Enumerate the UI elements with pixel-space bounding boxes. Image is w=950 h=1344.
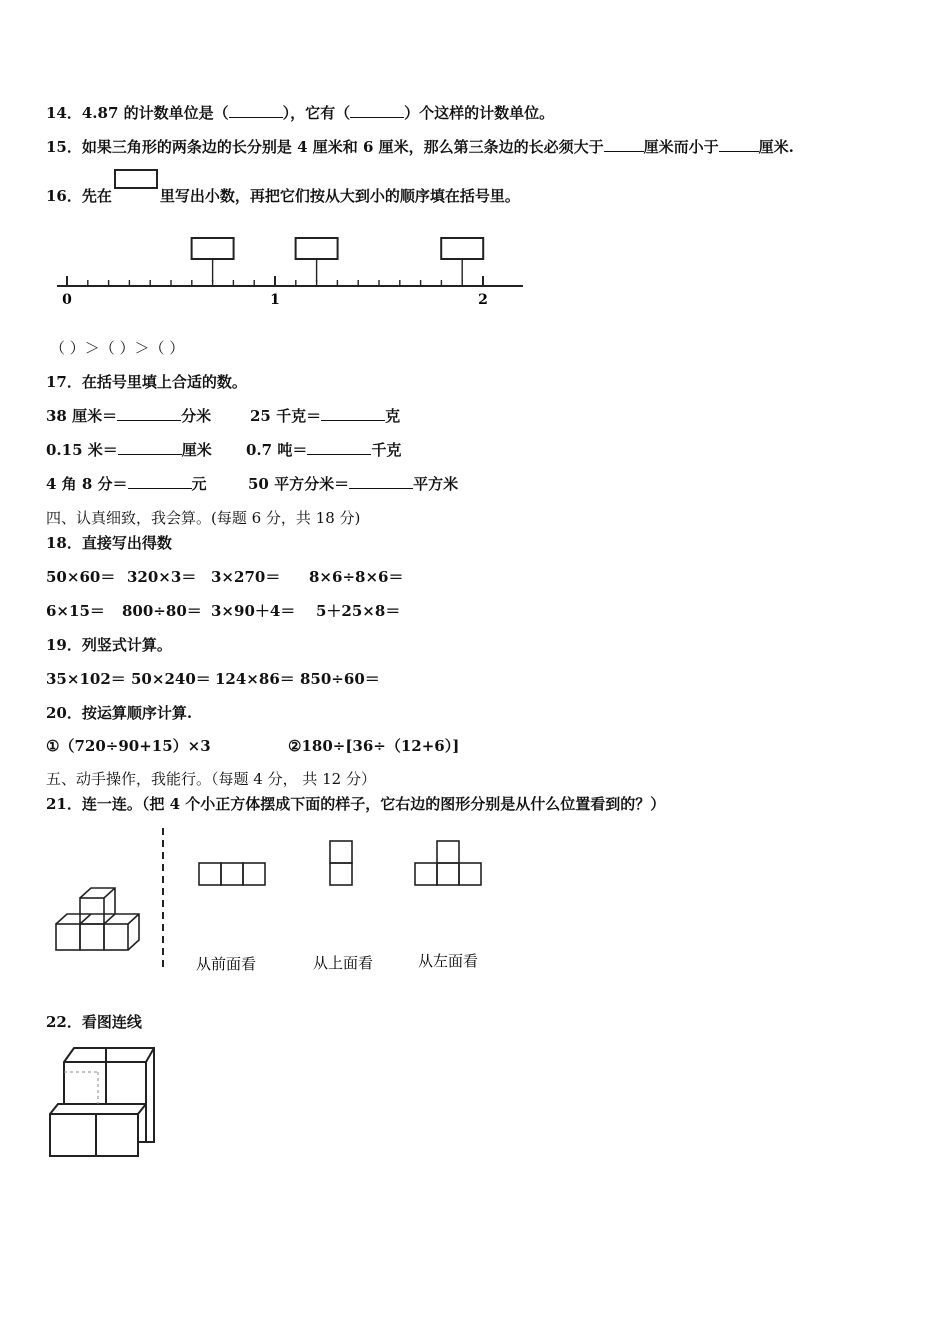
number-line-answer-box[interactable] xyxy=(296,238,338,259)
q18-item: 5＋25×8＝ xyxy=(316,602,401,620)
q20-item-2: ②180÷[36÷（12+6）] xyxy=(288,737,460,755)
cube-figure-icon xyxy=(50,1048,154,1156)
question-18 xyxy=(46,533,172,553)
number-line-label: 1 xyxy=(270,292,280,308)
q17-blank-1[interactable] xyxy=(117,406,181,421)
question-14 xyxy=(46,103,554,123)
left-view-icon xyxy=(415,841,481,885)
q14-blank-1[interactable] xyxy=(229,103,283,118)
q17-item-3: 0.15 米＝ 厘米 xyxy=(46,441,212,459)
q20-item-1: ①（720÷90+15）×3 xyxy=(46,737,211,755)
q18-item: 800÷80＝ xyxy=(122,602,202,620)
q18-item: 6×15＝ xyxy=(46,602,105,620)
q19-title: 列竖式计算。 xyxy=(81,636,172,654)
q18-item: 3×90＋4＝ xyxy=(211,602,296,620)
q17-number: 17． xyxy=(46,373,82,391)
q15-blank-1[interactable] xyxy=(604,137,644,152)
question-21 xyxy=(46,794,665,814)
q19-item: 850÷60＝ xyxy=(300,670,380,688)
q17-item-4: 0.7 吨＝ 千克 xyxy=(246,441,402,459)
q14-text-a: 4.87 的计数单位是（ xyxy=(81,104,229,122)
q20-title: 按运算顺序计算. xyxy=(81,704,193,722)
q21-view-label: 从前面看 xyxy=(195,955,257,973)
q19-item: 35×102＝ xyxy=(46,670,126,688)
q22-title: 看图连线 xyxy=(81,1013,142,1031)
q18-item: 320×3＝ xyxy=(127,568,197,586)
q17-blank-5[interactable] xyxy=(128,474,192,489)
q18-item: 8×6÷8×6＝ xyxy=(309,568,404,586)
front-view-icon xyxy=(199,863,265,885)
q15-blank-2[interactable] xyxy=(719,137,759,152)
question-16 xyxy=(46,183,520,206)
q17-title: 在括号里填上合适的数。 xyxy=(81,373,247,391)
q15-text-c: 厘米. xyxy=(758,138,794,156)
q17-item-5: 4 角 8 分＝ 元 xyxy=(46,475,207,493)
q17-blank-3[interactable] xyxy=(118,440,182,455)
question-19 xyxy=(46,635,172,655)
q14-blank-2[interactable] xyxy=(350,103,404,118)
number-line-label: 2 xyxy=(478,292,488,308)
question-17 xyxy=(46,372,247,392)
q22-figure xyxy=(46,1042,158,1162)
question-15 xyxy=(46,137,794,157)
q17-blank-4[interactable] xyxy=(307,440,371,455)
q19-item: 50×240＝ xyxy=(131,670,211,688)
q18-item: 50×60＝ xyxy=(46,568,116,586)
q17-item-2: 25 千克＝ 克 xyxy=(250,407,401,425)
q19-number: 19． xyxy=(46,636,82,654)
number-line xyxy=(55,232,535,312)
number-line-answer-box[interactable] xyxy=(441,238,483,259)
q18-title: 直接写出得数 xyxy=(81,534,172,552)
answer-box-icon xyxy=(114,169,158,189)
section-4-title: 四、认真细致，我会算。(每题 6 分，共 18 分) xyxy=(46,509,361,527)
number-line-label: 0 xyxy=(62,292,72,308)
section-5-title: 五、动手操作，我能行。（每题 4 分， 共 12 分） xyxy=(46,770,376,788)
q21-view-label: 从左面看 xyxy=(417,952,479,970)
q21-view-label: 从上面看 xyxy=(312,954,374,972)
q14-number: 14． xyxy=(46,104,82,122)
q14-text-c: ）个这样的计数单位。 xyxy=(404,104,555,122)
q17-blank-6[interactable] xyxy=(349,474,413,489)
q20-number: 20． xyxy=(46,704,82,722)
q18-item: 3×270＝ xyxy=(211,568,281,586)
q15-number: 15． xyxy=(46,138,82,156)
q15-text-a: 如果三角形的两条边的长分别是 4 厘米和 6 厘米，那么第三条边的长必须大于 xyxy=(81,138,604,156)
cube-stack-icon xyxy=(56,888,139,950)
number-line-answer-boxes xyxy=(192,238,484,282)
q16-number: 16． xyxy=(46,187,82,205)
q18-number: 18． xyxy=(46,534,82,552)
q21-title: 连一连。（把 4 个小正方体摆成下面的样子，它右边的图形分别是从什么位置看到的？） xyxy=(81,795,666,813)
q17-item-6: 50 平方分米＝ 平方米 xyxy=(248,475,459,493)
q14-text-b: ），它有（ xyxy=(282,104,351,122)
question-20 xyxy=(46,703,192,723)
q16-text-a: 先在 xyxy=(81,187,112,205)
q22-number: 22． xyxy=(46,1013,82,1031)
q21-number: 21． xyxy=(46,795,82,813)
question-22 xyxy=(46,1012,142,1032)
number-line-ticks xyxy=(67,276,483,286)
q15-text-b: 厘米而小于 xyxy=(643,138,719,156)
q17-item-1: 38 厘米＝ 分米 xyxy=(46,407,212,425)
q19-item: 124×86＝ xyxy=(215,670,295,688)
number-line-labels xyxy=(62,292,488,308)
q21-figure xyxy=(50,826,500,981)
q16-text-b: 里写出小数，再把它们按从大到小的顺序填在括号里。 xyxy=(159,187,520,205)
number-line-answer-box[interactable] xyxy=(192,238,234,259)
q16-order: （ ）＞（ ）＞（ ） xyxy=(50,339,185,357)
top-view-icon xyxy=(330,841,352,885)
q17-blank-2[interactable] xyxy=(321,406,385,421)
